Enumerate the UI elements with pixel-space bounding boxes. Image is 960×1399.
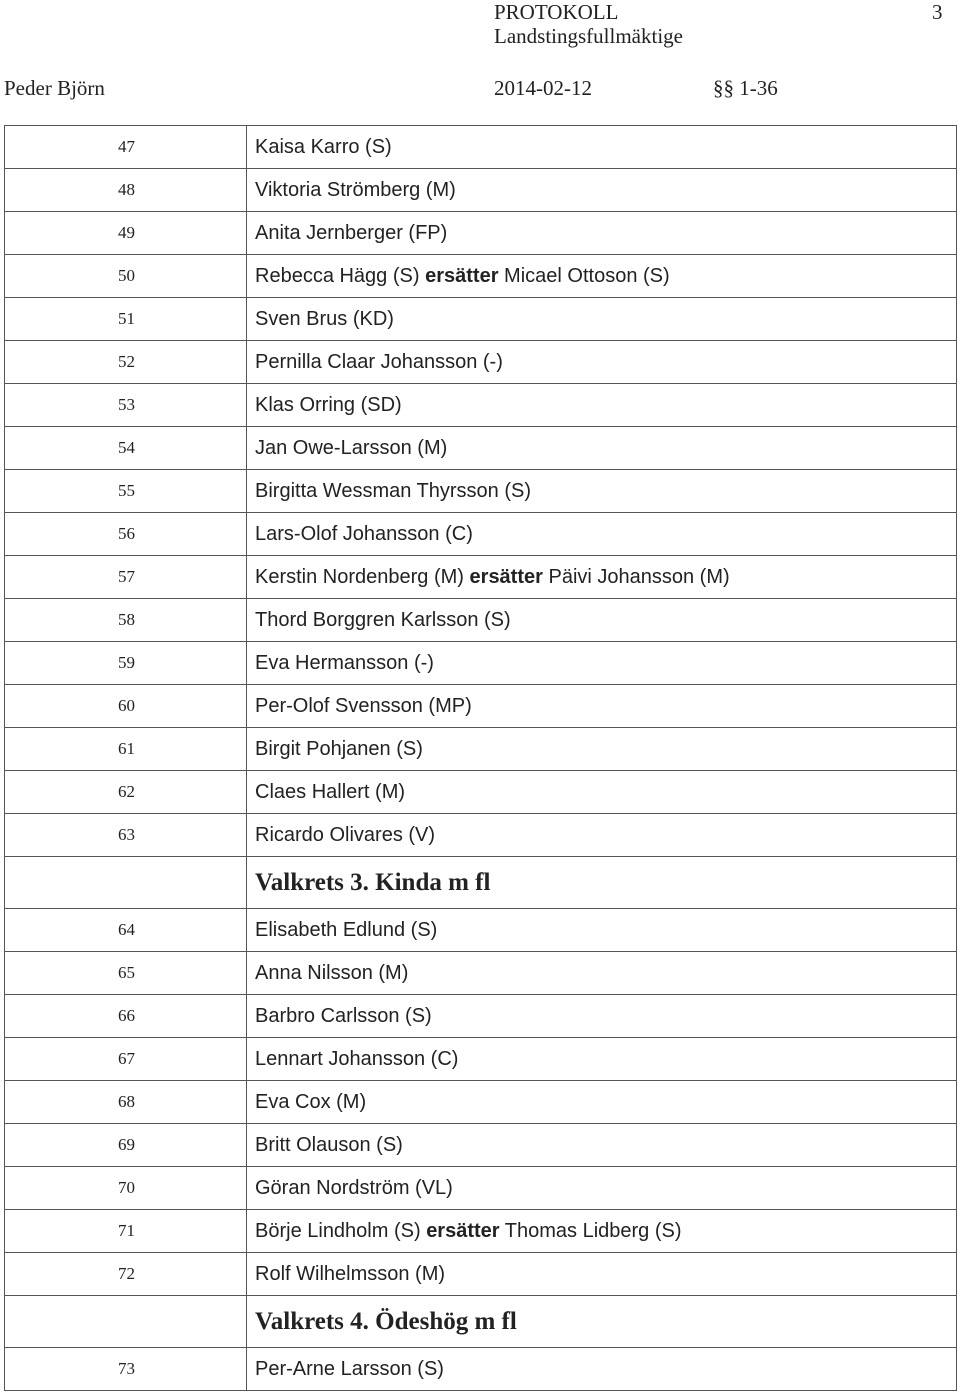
- section-header-row: [5, 1296, 957, 1348]
- member-number: 59: [5, 642, 247, 685]
- member-cell: [247, 1348, 957, 1391]
- member-cell: [247, 728, 957, 771]
- member-number: 65: [5, 952, 247, 995]
- table-row: [5, 1038, 957, 1081]
- member-number: 48: [5, 169, 247, 212]
- member-number: 49: [5, 212, 247, 255]
- attendance-table-body: [5, 126, 957, 1391]
- member-cell: [247, 642, 957, 685]
- table-row: [5, 212, 957, 255]
- table-row: [5, 556, 957, 599]
- member-number: 53: [5, 384, 247, 427]
- member-name: Kaisa Karro (S): [255, 135, 392, 158]
- member-number: 54: [5, 427, 247, 470]
- member-cell: [247, 685, 957, 728]
- member-cell: [247, 1038, 957, 1081]
- member-cell: [247, 427, 957, 470]
- member-name: Pernilla Claar Johansson (-): [255, 350, 503, 373]
- attendance-table: [4, 125, 957, 1391]
- member-cell: [247, 513, 957, 556]
- member-name: Kerstin Nordenberg (M): [255, 565, 464, 588]
- member-cell: [247, 384, 957, 427]
- replaces-keyword: ersätter: [425, 264, 499, 287]
- table-row: [5, 952, 957, 995]
- replaces-keyword: ersätter: [426, 1219, 500, 1242]
- member-name: Börje Lindholm (S): [255, 1219, 421, 1242]
- member-number: 50: [5, 255, 247, 298]
- member-name: Lennart Johansson (C): [255, 1047, 459, 1070]
- secretary-name: Peder Björn: [4, 76, 105, 100]
- member-cell: [247, 909, 957, 952]
- table-row: [5, 685, 957, 728]
- member-cell: [247, 1124, 957, 1167]
- member-number: 69: [5, 1124, 247, 1167]
- member-cell: [247, 1253, 957, 1296]
- member-name: Birgit Pohjanen (S): [255, 737, 423, 760]
- member-cell: [247, 341, 957, 384]
- replaces-keyword: ersätter: [469, 565, 543, 588]
- member-number: 58: [5, 599, 247, 642]
- table-row: [5, 384, 957, 427]
- member-number: 57: [5, 556, 247, 599]
- table-row: [5, 1081, 957, 1124]
- table-row: [5, 771, 957, 814]
- member-cell: [247, 952, 957, 995]
- member-name: Britt Olauson (S): [255, 1133, 403, 1156]
- table-row: [5, 255, 957, 298]
- member-cell: [247, 556, 957, 599]
- table-row: [5, 1348, 957, 1391]
- page-number: 3: [932, 0, 943, 24]
- table-row: [5, 126, 957, 169]
- table-row: [5, 642, 957, 685]
- member-number: 73: [5, 1348, 247, 1391]
- member-number: 51: [5, 298, 247, 341]
- paragraph-range: §§ 1-36: [713, 76, 778, 100]
- section-header-row: [5, 857, 957, 909]
- member-cell: [247, 212, 957, 255]
- member-name: Göran Nordström (VL): [255, 1176, 453, 1199]
- member-name: Eva Cox (M): [255, 1090, 367, 1113]
- member-name: Anita Jernberger (FP): [255, 221, 448, 244]
- member-name: Barbro Carlsson (S): [255, 1004, 432, 1027]
- member-number: 61: [5, 728, 247, 771]
- table-row: [5, 1124, 957, 1167]
- member-name: Anna Nilsson (M): [255, 961, 409, 984]
- member-name: Klas Orring (SD): [255, 393, 402, 416]
- member-number: 47: [5, 126, 247, 169]
- replaced-member-name: Päivi Johansson (M): [548, 565, 730, 588]
- member-cell: [247, 1210, 957, 1253]
- table-row: [5, 1210, 957, 1253]
- member-name: Per-Arne Larsson (S): [255, 1357, 444, 1380]
- replaced-member-name: Micael Ottoson (S): [504, 264, 670, 287]
- member-name: Per-Olof Svensson (MP): [255, 694, 472, 717]
- member-name: Claes Hallert (M): [255, 780, 406, 803]
- member-name: Birgitta Wessman Thyrsson (S): [255, 479, 532, 502]
- member-name: Thord Borggren Karlsson (S): [255, 608, 511, 631]
- section-title: Valkrets 4. Ödeshög m fl: [247, 1296, 957, 1348]
- document-title: PROTOKOLL: [494, 0, 619, 24]
- member-name: Lars-Olof Johansson (C): [255, 522, 473, 545]
- assembly-name: Landstingsfullmäktige: [494, 24, 683, 48]
- section-title: Valkrets 3. Kinda m fl: [247, 857, 957, 909]
- member-cell: [247, 1081, 957, 1124]
- member-name: Sven Brus (KD): [255, 307, 394, 330]
- member-number: 52: [5, 341, 247, 384]
- table-row: [5, 599, 957, 642]
- member-cell: [247, 814, 957, 857]
- member-name: Eva Hermansson (-): [255, 651, 434, 674]
- replaced-member-name: Thomas Lidberg (S): [504, 1219, 682, 1242]
- member-cell: [247, 126, 957, 169]
- member-cell: [247, 599, 957, 642]
- meeting-date: 2014-02-12: [494, 76, 592, 100]
- table-row: [5, 298, 957, 341]
- member-number: 71: [5, 1210, 247, 1253]
- member-name: Rebecca Hägg (S): [255, 264, 420, 287]
- member-number: 56: [5, 513, 247, 556]
- member-cell: [247, 1167, 957, 1210]
- member-number: 63: [5, 814, 247, 857]
- member-name: Ricardo Olivares (V): [255, 823, 436, 846]
- member-number: 55: [5, 470, 247, 513]
- table-row: [5, 1167, 957, 1210]
- table-row: [5, 341, 957, 384]
- member-number: 68: [5, 1081, 247, 1124]
- member-name: Viktoria Strömberg (M): [255, 178, 456, 201]
- member-number: 64: [5, 909, 247, 952]
- table-row: [5, 169, 957, 212]
- member-cell: [247, 255, 957, 298]
- table-row: [5, 513, 957, 556]
- table-row: [5, 470, 957, 513]
- member-cell: [247, 470, 957, 513]
- table-row: [5, 995, 957, 1038]
- row-number-cell: [5, 857, 247, 909]
- member-number: 72: [5, 1253, 247, 1296]
- member-name: Jan Owe-Larsson (M): [255, 436, 448, 459]
- member-number: 60: [5, 685, 247, 728]
- member-cell: [247, 771, 957, 814]
- member-cell: [247, 169, 957, 212]
- member-number: 70: [5, 1167, 247, 1210]
- member-number: 67: [5, 1038, 247, 1081]
- table-row: [5, 427, 957, 470]
- member-number: 62: [5, 771, 247, 814]
- member-cell: [247, 298, 957, 341]
- table-row: [5, 909, 957, 952]
- member-number: 66: [5, 995, 247, 1038]
- table-row: [5, 728, 957, 771]
- table-row: [5, 814, 957, 857]
- member-name: Elisabeth Edlund (S): [255, 918, 438, 941]
- member-cell: [247, 995, 957, 1038]
- table-row: [5, 1253, 957, 1296]
- member-name: Rolf Wilhelmsson (M): [255, 1262, 446, 1285]
- row-number-cell: [5, 1296, 247, 1348]
